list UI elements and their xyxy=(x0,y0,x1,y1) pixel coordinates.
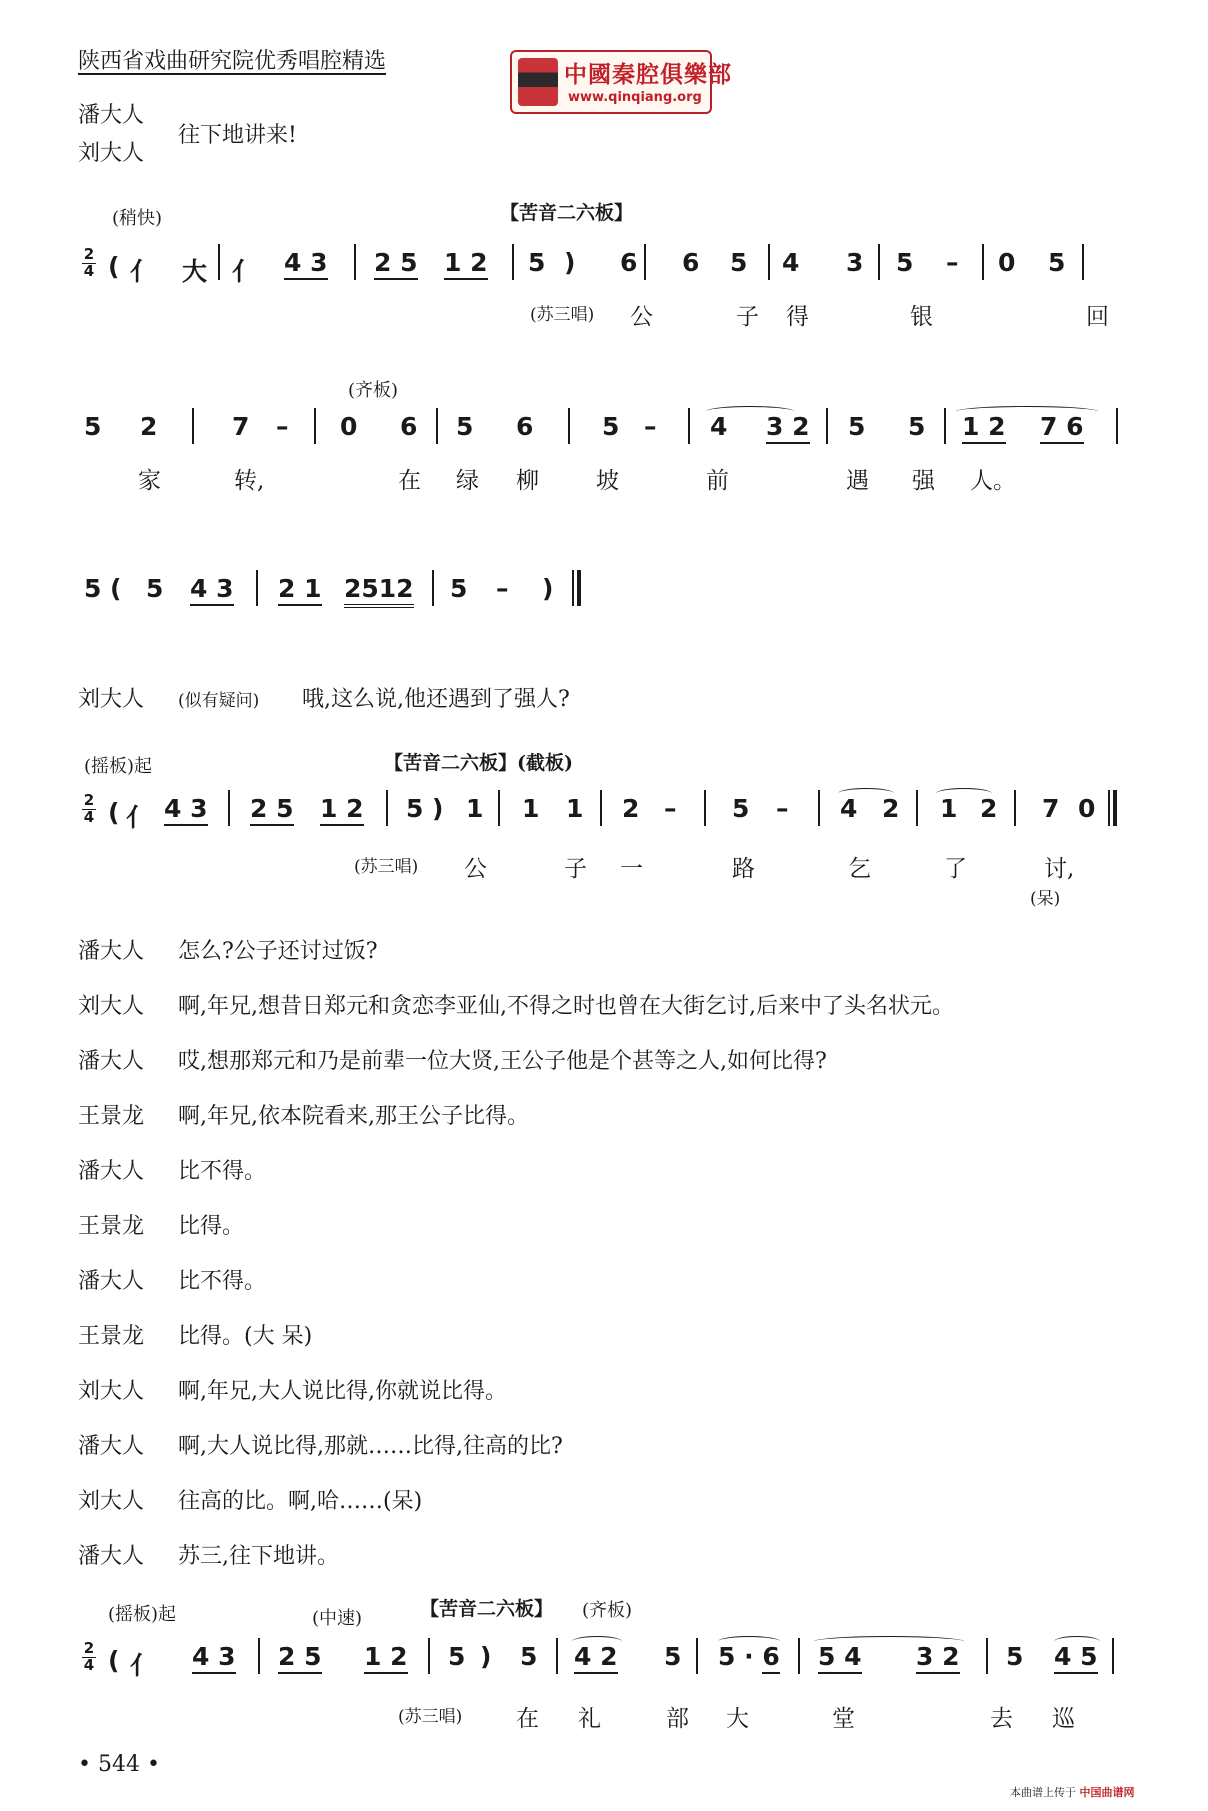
lyric: 绿 xyxy=(456,468,479,494)
notation-line-4: 2 4 ( 亻 4 3 2 5 1 2 5 ) 1 1 1 2 – 5 – 4 2 1 2 7 0 xyxy=(82,786,1122,846)
tempo-marking: (齐板) xyxy=(582,1600,633,1621)
dialogue-line: 啊,年兄,依本院看来,那王公子比得。 xyxy=(178,1104,529,1129)
lyric: 前 xyxy=(706,468,729,494)
speaker: 刘大人 xyxy=(78,1379,145,1404)
logo-url: www.qinqiang.org xyxy=(568,90,702,105)
lyric: 子 xyxy=(564,856,587,882)
notation-line-1: 2 4 ( 亻 大 亻 4 3 2 5 1 2 5 ) 6 6 5 4 3 5 – 0 5 xyxy=(82,240,1122,300)
lyric: 大 xyxy=(726,1706,749,1732)
lyric: 在 xyxy=(516,1706,539,1732)
time-signature: 2 4 xyxy=(83,1639,95,1674)
dialogue-line: 比不得。 xyxy=(178,1159,267,1184)
lyric: 柳 xyxy=(516,468,539,494)
dialogue-line: 啊,年兄,大人说比得,你就说比得。 xyxy=(178,1379,507,1404)
lyric: 转, xyxy=(234,468,265,494)
banshi-marking: 【苦音二六板】(截板) xyxy=(384,752,573,774)
banshi-marking: 【苦音二六板】 xyxy=(420,1598,554,1620)
speaker: 潘大人 xyxy=(78,1544,145,1569)
dialogue-line: 比得。(大 呆) xyxy=(178,1324,313,1349)
lyric: 堂 xyxy=(832,1706,855,1732)
lyric: 礼 xyxy=(578,1706,601,1732)
dialogue-line: 往高的比。啊,哈……(呆) xyxy=(178,1489,423,1514)
lyric: 坡 xyxy=(596,468,619,494)
site-name[interactable]: 中国曲谱网 xyxy=(1079,1786,1135,1799)
lyric: 公 xyxy=(630,304,653,330)
tempo-marking: (齐板) xyxy=(348,380,399,401)
dialogue-line: 啊,年兄,想昔日郑元和贪恋李亚仙,不得之时也曾在大街乞讨,后来中了头名状元。 xyxy=(178,994,954,1019)
tempo-marking: (摇板)起 xyxy=(84,756,153,777)
lyric: 讨, xyxy=(1044,856,1075,882)
banshi-marking: 【苦音二六板】 xyxy=(500,202,634,224)
speaker: 刘大人 xyxy=(78,994,145,1019)
book-title: 陕西省戏曲研究院优秀唱腔精选 xyxy=(78,49,387,74)
speaker-liu: 刘大人 xyxy=(78,687,145,712)
lyric: 一 xyxy=(620,856,643,882)
logo-text: 中國秦腔俱樂部 xyxy=(564,62,732,88)
upload-credit xyxy=(1010,1784,1135,1800)
stage-direction: (似有疑问) xyxy=(178,691,260,711)
upload-label: 本曲谱上传于 xyxy=(1010,1786,1076,1799)
lyric: 回 xyxy=(1086,304,1109,330)
lyric: 子 xyxy=(736,304,759,330)
dialogue-line: 比不得。 xyxy=(178,1269,267,1294)
page-number: • 544 • xyxy=(78,1752,160,1777)
speaker: 王景龙 xyxy=(78,1214,145,1239)
dialogue-line: 比得。 xyxy=(178,1214,245,1239)
speaker: 潘大人 xyxy=(78,1159,145,1184)
stage-direction: (呆) xyxy=(1030,889,1061,909)
lyric: 遇 xyxy=(846,468,869,494)
time-signature: 2 4 xyxy=(83,791,95,826)
speaker: 王景龙 xyxy=(78,1324,145,1349)
speaker: 潘大人 xyxy=(78,1434,145,1459)
dialogue-line: 哎,想那郑元和乃是前辈一位大贤,王公子他是个甚等之人,如何比得? xyxy=(178,1049,827,1074)
dialogue-line: 苏三,往下地讲。 xyxy=(178,1544,339,1569)
speaker: 潘大人 xyxy=(78,1269,145,1294)
time-signature: 2 4 xyxy=(83,245,95,280)
lyric: 银 xyxy=(910,304,933,330)
opera-figure-icon xyxy=(518,58,558,106)
singer-label: (苏三唱) xyxy=(398,1707,463,1727)
dialogue-line: 往下地讲来! xyxy=(178,123,297,148)
lyric: 部 xyxy=(666,1706,689,1732)
notation-line-3: 5 ( 5 4 3 2 1 2512 5 – ) xyxy=(82,566,602,626)
singer-label: (苏三唱) xyxy=(354,857,419,877)
lyric: 路 xyxy=(732,856,755,882)
speaker: 潘大人 xyxy=(78,1049,145,1074)
speed-marking: (中速) xyxy=(312,1608,363,1629)
lyric: 去 xyxy=(990,1706,1013,1732)
speaker-pan: 潘大人 xyxy=(78,103,145,128)
lyric: 在 xyxy=(398,468,421,494)
speaker: 潘大人 xyxy=(78,939,145,964)
dialogue-line: 啊,大人说比得,那就……比得,往高的比? xyxy=(178,1434,563,1459)
speaker: 王景龙 xyxy=(78,1104,145,1129)
lyric: 强 xyxy=(912,468,935,494)
speaker: 刘大人 xyxy=(78,1489,145,1514)
notation-line-2: 5 2 7 – 0 6 5 6 5 – 4 3 2 5 5 1 2 7 6 xyxy=(82,404,1122,464)
tempo-marking: (稍快) xyxy=(112,208,163,229)
singer-label: (苏三唱) xyxy=(530,305,595,325)
club-logo xyxy=(510,50,732,114)
lyric: 得 xyxy=(786,304,809,330)
lyric: 乞 xyxy=(848,856,871,882)
lyric: 公 xyxy=(464,856,487,882)
tempo-marking: (摇板)起 xyxy=(108,1604,177,1625)
lyric: 了 xyxy=(944,856,967,882)
lyric: 家 xyxy=(138,468,161,494)
notation-line-5: 2 4 ( 亻 4 3 2 5 1 2 5 ) 5 4 2 5 5 · 6 5 4 3 2 5 4 5 xyxy=(82,1634,1122,1694)
dialogue-line: 怎么?公子还讨过饭? xyxy=(178,939,378,964)
speaker-liu: 刘大人 xyxy=(78,141,145,166)
lyric: 巡 xyxy=(1052,1706,1075,1732)
lyric: 人。 xyxy=(970,468,1016,494)
dialogue-line: 哦,这么说,他还遇到了强人? xyxy=(302,687,570,712)
